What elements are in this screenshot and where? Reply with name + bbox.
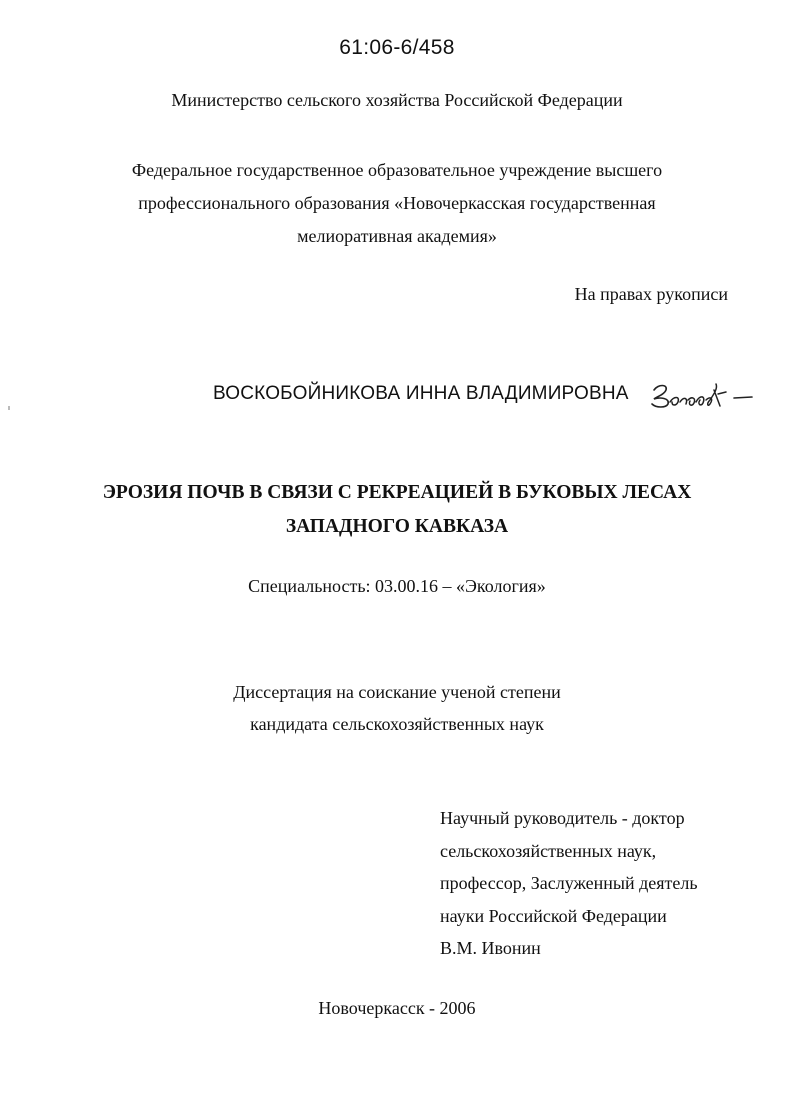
manuscript-note: На правах рукописи <box>574 284 728 304</box>
institution-line: профессионального образования «Новочеркасская государственная <box>138 193 656 213</box>
title-line: ЗАПАДНОГО КАВКАЗА <box>285 516 509 537</box>
institution-line: мелиоративная академия» <box>297 226 497 246</box>
archive-code: 61:06-6/458 <box>339 36 455 59</box>
institution-name <box>0 154 794 253</box>
author-name: ВОСКОБОЙНИКОВА ИННА ВЛАДИМИРОВНА <box>213 383 629 404</box>
supervisor-name: В.М. Ивонин <box>440 938 541 958</box>
specialty: Специальность: 03.00.16 – «Экология» <box>248 576 546 596</box>
handwritten-signature <box>648 380 758 414</box>
supervisor-line: сельскохозяйственных наук, <box>440 840 657 861</box>
institution-line: Федеральное государственное образовательное учреждение высшего <box>131 160 663 180</box>
degree-line: кандидата сельскохозяйственных наук <box>250 714 544 734</box>
supervisor-line: Научный руководитель - доктор <box>440 808 685 828</box>
ministry-name: Министерство сельского хозяйства Российской Федерации <box>171 90 623 110</box>
city-year: Новочеркасск - 2006 <box>318 998 476 1018</box>
degree-line: Диссертация на соискание ученой степени <box>233 682 561 702</box>
supervisor-block <box>440 802 698 965</box>
author-row <box>0 380 794 416</box>
title-line: ЭРОЗИЯ ПОЧВ В СВЯЗИ С РЕКРЕАЦИЕЙ В БУКОВЫХ ЛЕСАХ <box>102 482 692 503</box>
scan-speck <box>8 406 10 410</box>
dissertation-title <box>0 476 794 544</box>
supervisor-line: профессор, Заслуженный деятель <box>440 873 698 893</box>
degree-statement <box>0 676 794 740</box>
supervisor-line: науки Российской Федерации <box>440 905 667 926</box>
